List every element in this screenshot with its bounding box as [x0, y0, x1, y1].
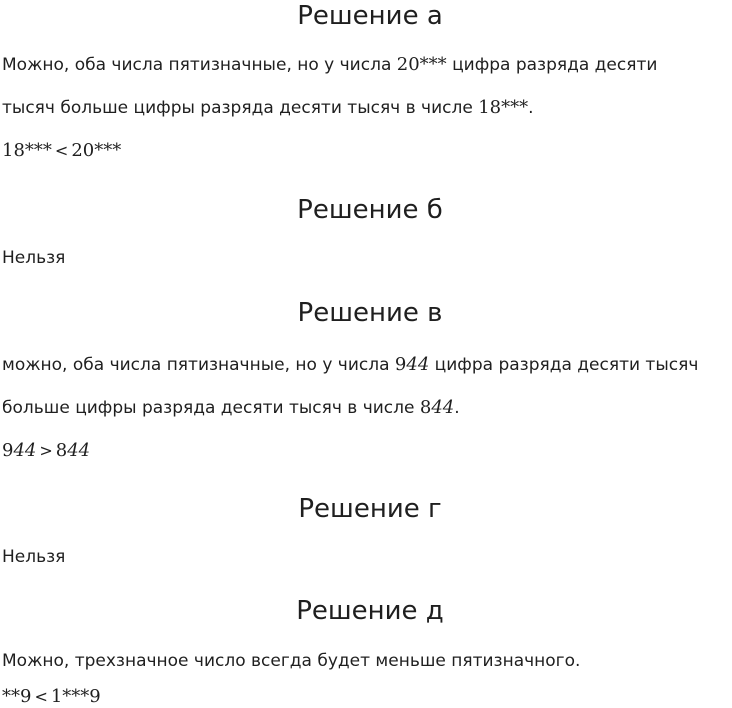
heading-solution-b: Решение б — [297, 195, 443, 225]
solution-a-text-part: цифра разряда десяти — [446, 55, 658, 75]
solution-a-text-line-2 — [2, 97, 534, 119]
solution-d-text: Можно, трехзначное число всегда будет меньше пятизначного. — [2, 651, 581, 671]
solution-a-text-part: . — [528, 98, 534, 118]
solution-b-text: Нельзя — [2, 248, 66, 268]
comparison-left-digits: 44 — [13, 440, 37, 461]
solution-a-number: 20*** — [396, 54, 447, 75]
comparison-operator: < — [54, 141, 69, 160]
solution-v-text-part: можно, оба числа пятизначные, но у числа — [2, 355, 395, 375]
solution-a-comparison — [2, 140, 121, 162]
solution-a-text-part: тысяч больше цифры разряда десяти тысяч в числе — [2, 98, 479, 118]
solution-v-text-part: цифра разряда десяти тысяч — [429, 355, 699, 375]
comparison-right: 20*** — [71, 140, 122, 161]
solution-v-comparison — [2, 440, 90, 462]
solution-a-text-part: Можно, оба числа пятизначные, но у числа — [2, 55, 397, 75]
comparison-right-digit: 8 — [55, 440, 68, 461]
solution-a-text-line-1 — [2, 54, 657, 76]
solution-v-text-line-2 — [2, 397, 460, 419]
comparison-left-digit: 9 — [2, 440, 14, 461]
comparison-left: 18*** — [2, 140, 52, 161]
comparison-right: 1***9 — [50, 686, 101, 707]
comparison-left: **9 — [2, 686, 32, 707]
heading-solution-g: Решение г — [298, 494, 442, 524]
comparison-operator: > — [39, 441, 53, 460]
solution-v-text-part: больше цифры разряда десяти тысяч в числе — [2, 398, 420, 418]
solution-v-number-digit: 9 — [394, 354, 407, 375]
solution-v-number-digits: 44 — [406, 354, 430, 375]
heading-solution-a: Решение а — [297, 1, 443, 31]
solution-a-number: 18*** — [478, 97, 529, 118]
comparison-right-digits: 44 — [67, 440, 91, 461]
solution-v-text-part: . — [454, 398, 460, 418]
comparison-operator: < — [34, 687, 48, 706]
solution-v-number-digits: 44 — [431, 397, 455, 418]
solution-v-number-digit: 8 — [419, 397, 432, 418]
heading-solution-d: Решение д — [296, 596, 444, 626]
solution-g-text: Нельзя — [2, 547, 66, 567]
heading-solution-v: Решение в — [297, 298, 443, 328]
solution-v-text-line-1 — [2, 354, 698, 376]
solution-d-comparison — [2, 686, 101, 708]
